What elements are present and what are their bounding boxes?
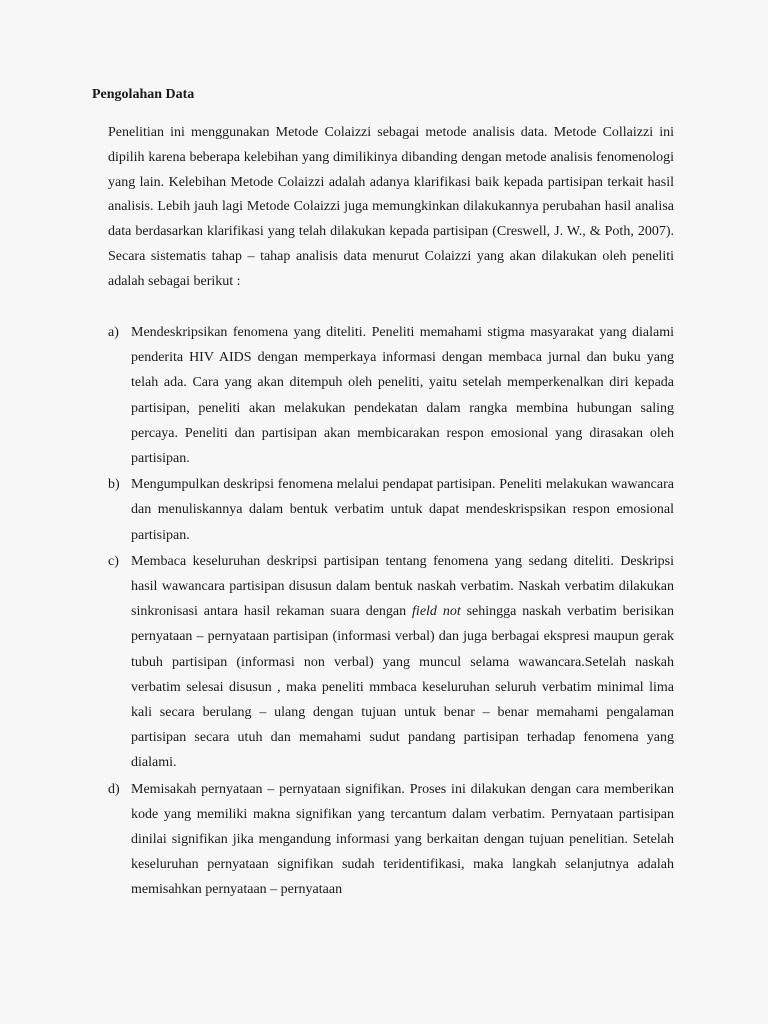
list-item-text: Membaca keseluruhan deskripsi partisipan tentang fenomena yang sedang diteliti. Deskripsi hasil wawancara partisipan disusun dalam bentuk naskah verbatim. Naskah verbatim dilakukan sinkronisasi antara hasil rekaman suara dengan (131, 553, 674, 620)
intro-paragraph: Penelitian ini menggunakan Metode Colaizzi sebagai metode analisis data. Metode Collaizzi ini dipilih karena beberapa kelebihan yang dimilikinya dibanding dengan metode analisis fenomenologi yang lain. Kelebihan Metode Colaizzi adalah adanya klarifikasi baik kepada partisipan terkait hasil analisis. Lebih jauh lagi Metode Colaizzi juga memungkinkan dilakukannya perubahan hasil analisa data berdasarkan klarifikasi yang telah dilakukan kepada partisipan (Creswell, J. W., & Poth, 2007). Secara sistematis tahap – tahap analisis data menurut Colaizzi yang akan dilakukan oleh peneliti adalah sebagai berikut : (108, 125, 674, 289)
list-item-c (108, 549, 674, 776)
section-heading: Pengolahan Data (92, 87, 195, 102)
italic-term: field not (412, 604, 461, 620)
list-item-d (108, 777, 674, 903)
list-marker: a) (108, 325, 119, 340)
list-item-text: Mendeskripsikan fenomena yang diteliti. Peneliti memahami stigma masyarakat yang dialami penderita HIV AIDS dengan memperkaya informasi dengan membaca jurnal dan buku yang telah ada. Cara yang akan ditempuh oleh peneliti, yaitu setelah memperkenalkan diri kepada partisipan, peneliti akan melakukan pendekatan dalam rangka membina hubungan saling percaya. Peneliti dan partisipan akan membicarakan respon emosional yang dirasakan oleh partisipan. (131, 325, 674, 467)
list-marker: b) (108, 477, 120, 493)
list-item-a (108, 320, 674, 471)
list-item-text: Memisakah pernyataan – pernyataan signifikan. Proses ini dilakukan dengan cara memberikan kode yang memiliki makna signifikan yang tercantum dalam verbatim. Pernyataan partisipan dinilai signifikan jika mengandung informasi yang berkaitan dengan tujuan penelitian. Setelah keseluruhan pernyataan signifikan sudah teridentifikasi, maka langkah selanjutnya adalah memisahkan pernyataan – pernyataan (131, 781, 674, 898)
list-marker: d) (108, 781, 120, 797)
analysis-steps-list (108, 320, 674, 904)
list-item-text-continued: sehingga naskah verbatim berisikan pernyataan – pernyataan partisipan (informasi verbal) dan juga berbagai ekspresi maupun gerak tubuh partisipan (informasi non verbal) yang muncul selama wawancara.Setelah naskah verbatim selesai disusun , maka peneliti mmbaca keseluruhan seluruh verbatim minimal lima kali secara berulang – ulang dengan tujuan untuk benar – benar memahami pengalaman partisipan secara utuh dan memahami sudut pandang partisipan terhadap fenomena yang dialami. (131, 604, 675, 771)
list-item-b (108, 472, 674, 548)
list-marker: c) (108, 553, 119, 569)
list-item-text: Mengumpulkan deskripsi fenomena melalui pendapat partisipan. Peneliti melakukan wawancara dan menuliskannya dalam bentuk verbatim untuk dapat mendeskrispsikan respon emosional partisipan. (131, 477, 674, 543)
